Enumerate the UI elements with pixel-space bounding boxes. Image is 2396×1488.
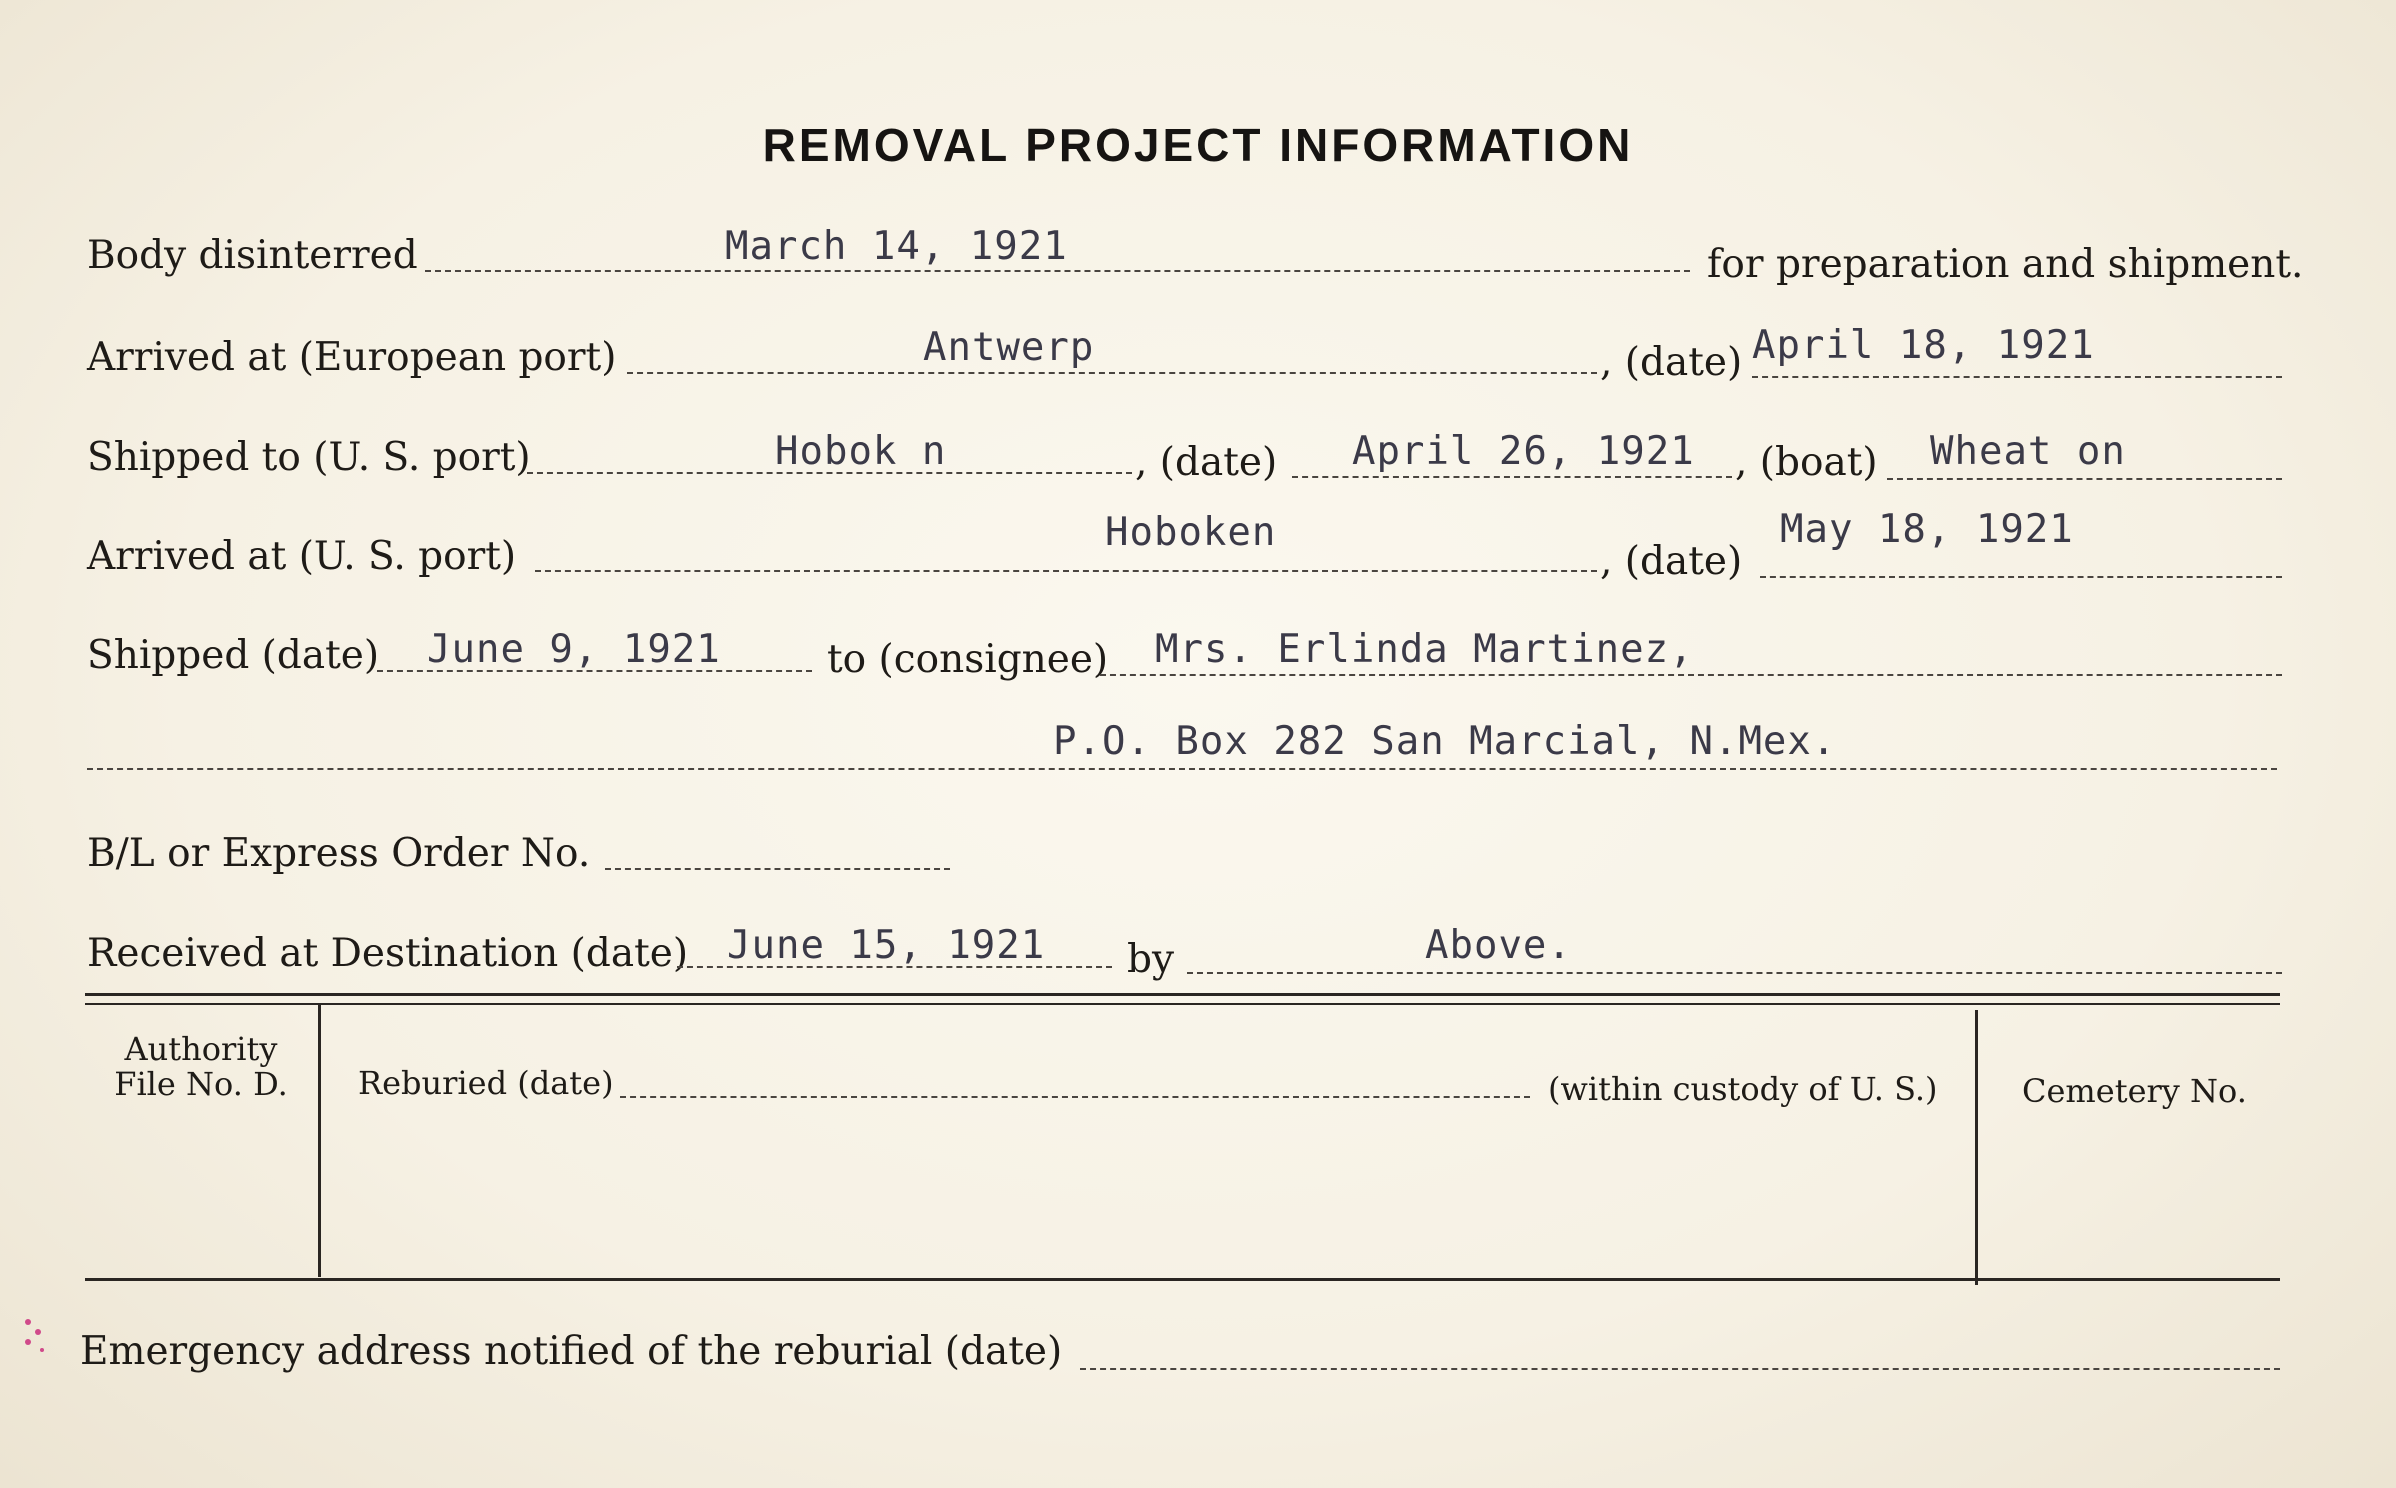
- received-date[interactable]: June 15, 1921: [727, 923, 1046, 968]
- consignee-address[interactable]: P.O. Box 282 San Marcial, N.Mex.: [1053, 719, 1837, 764]
- custody-label: (within custody of U. S.): [1548, 1070, 1938, 1108]
- address-line: [87, 768, 2277, 770]
- disinterred-line: [425, 270, 1690, 272]
- emergency-line: [1080, 1368, 2280, 1370]
- table-bottom-rule: [85, 1278, 2280, 1281]
- arrived-us-label: Arrived at (U. S. port): [87, 534, 517, 579]
- arrived-us-line: [535, 570, 1597, 572]
- arrived-europe-port[interactable]: Antwerp: [923, 325, 1095, 370]
- shipped-us-date[interactable]: April 26, 1921: [1352, 429, 1695, 474]
- received-by[interactable]: Above.: [1425, 923, 1572, 968]
- arrived-europe-date-label: , (date): [1600, 340, 1743, 385]
- arrived-europe-date-line: [1752, 376, 2282, 378]
- consignee-name[interactable]: Mrs. Erlinda Martinez,: [1155, 627, 1694, 672]
- bl-label: B/L or Express Order No.: [87, 831, 591, 876]
- table-divider-left: [318, 1005, 321, 1277]
- card-title: REMOVAL PROJECT INFORMATION: [762, 119, 1634, 171]
- ink-mark-icon: [10, 1310, 60, 1360]
- arrived-europe-line: [627, 372, 1597, 374]
- received-label: Received at Destination (date): [87, 931, 689, 976]
- consignee-label: to (consignee): [827, 637, 1109, 682]
- shipped-us-boat-label: , (boat): [1735, 440, 1878, 485]
- arrived-us-date-line: [1760, 576, 2282, 578]
- disinterred-value[interactable]: March 14, 1921: [725, 224, 1068, 269]
- arrived-us-port[interactable]: Hoboken: [1105, 510, 1277, 555]
- table-divider-right: [1975, 1010, 1978, 1285]
- reburied-line: [620, 1096, 1530, 1098]
- shipped-us-date-line: [1292, 476, 1732, 478]
- authority-file-label: Authority File No. D.: [114, 1030, 288, 1104]
- double-rule-bottom: [85, 1003, 2280, 1005]
- arrived-us-date[interactable]: May 18, 1921: [1780, 507, 2074, 552]
- reburied-label: Reburied (date): [358, 1064, 614, 1102]
- shipped-us-label: Shipped to (U. S. port): [87, 435, 531, 480]
- received-by-line: [1187, 972, 2282, 974]
- shipped-us-boat-line: [1887, 478, 2282, 480]
- cemetery-label: Cemetery No.: [2022, 1072, 2247, 1110]
- received-by-label: by: [1127, 937, 1174, 982]
- emergency-label: Emergency address notified of the reburial (date): [80, 1329, 1063, 1374]
- shipped-date-label: Shipped (date): [87, 633, 380, 678]
- arrived-us-date-label: , (date): [1600, 539, 1743, 584]
- shipped-us-date-label: , (date): [1135, 440, 1278, 485]
- disinterred-suffix: for preparation and shipment.: [1707, 242, 2304, 287]
- arrived-europe-date[interactable]: April 18, 1921: [1752, 323, 2095, 368]
- consignee-line: [1100, 674, 2282, 676]
- shipped-date[interactable]: June 9, 1921: [427, 627, 721, 672]
- double-rule-top: [85, 993, 2280, 996]
- shipped-us-port[interactable]: Hobok n: [775, 429, 947, 474]
- arrived-europe-label: Arrived at (European port): [87, 335, 617, 380]
- shipped-us-boat[interactable]: Wheat on: [1930, 429, 2126, 474]
- bl-line: [605, 868, 950, 870]
- disinterred-label: Body disinterred: [87, 233, 418, 278]
